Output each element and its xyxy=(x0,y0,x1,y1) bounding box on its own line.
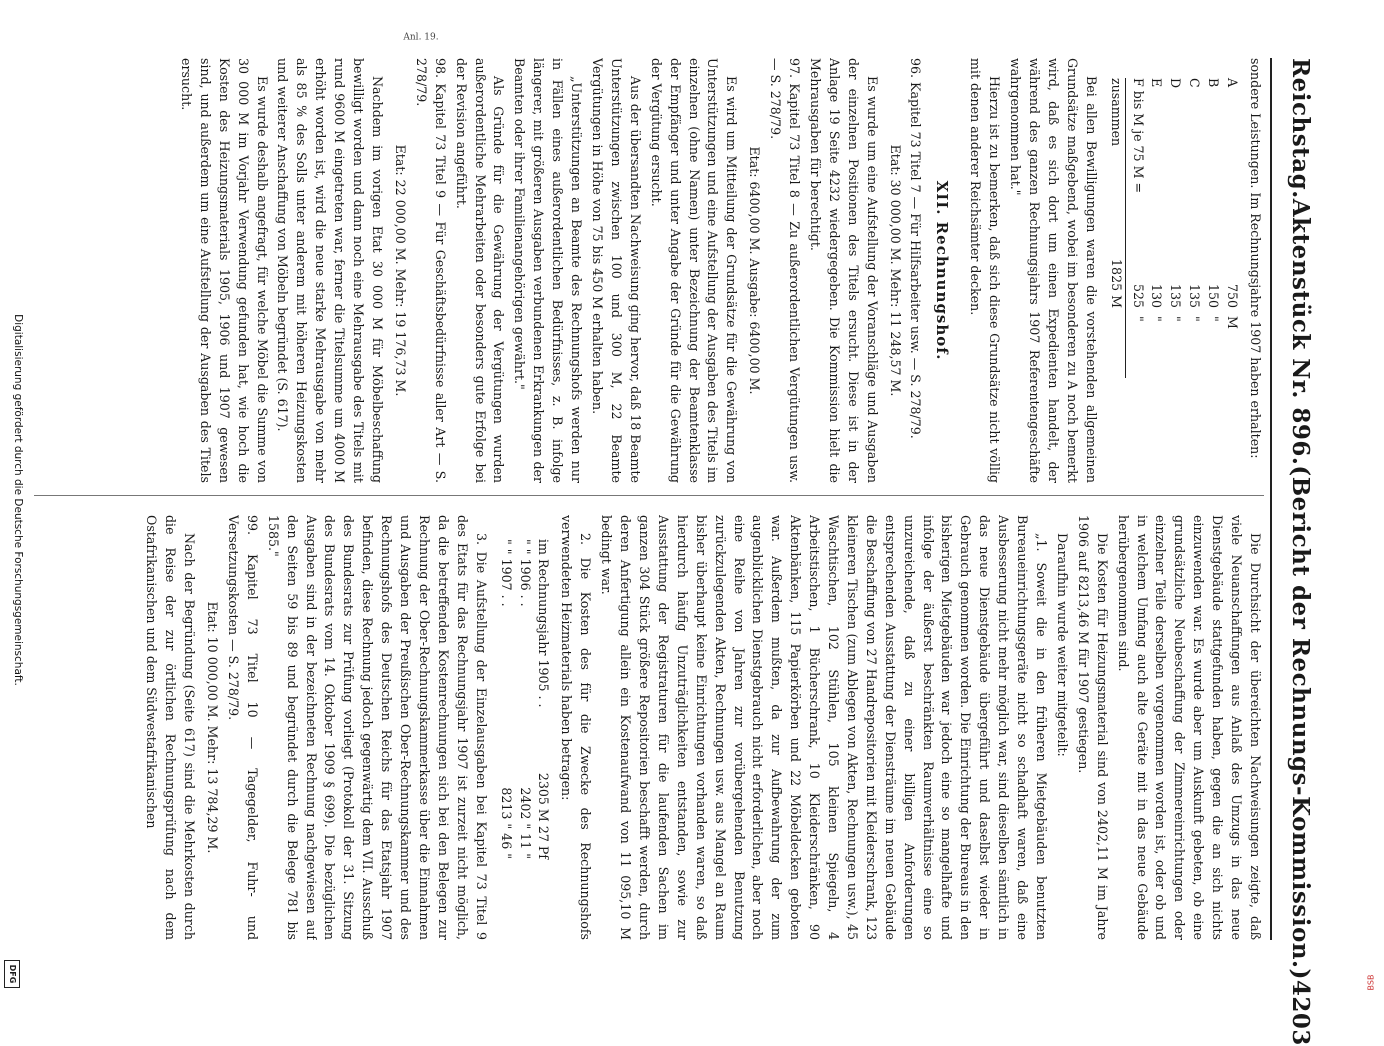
header-rule xyxy=(1270,58,1272,940)
distribution-row xyxy=(1165,78,1184,378)
distribution-row xyxy=(1147,78,1166,378)
distribution-row xyxy=(1222,78,1241,378)
group-amount: 135 xyxy=(1187,283,1203,308)
group-unit: " xyxy=(1149,316,1165,322)
group-label: D xyxy=(1168,78,1184,89)
paragraph: Die Kosten für Heizungsmaterial sind von 2402,11 M im Jahre 1906 auf 8213,46 M für 1907 gestiegen. xyxy=(1075,515,1110,940)
paragraph: Es wurde deshalb angefragt, für welche Möbel die Summe von 30 000 M im Vorjahr Verwendung gefunden hat, wie hoch die Kosten des Heizungsmaterials 1905, 1906 und 1907 gewesen sind, und außerdem um eine Aufstellung der Ausgaben des Titels ersucht. xyxy=(178,58,270,483)
sum-label: zusammen xyxy=(1108,78,1124,147)
paragraph: Bei allen Bewilligungen waren die vorstehenden allgemeinen Grundsätze maßgebend, wobei im besonderen zu A noch bemerkt wird, daß es sich dort um einen Expedienten handelt, der während des ganzen Rechnungsjahrs 1907 Referentengeschäfte wahrgenommen hat." xyxy=(1008,58,1099,483)
paragraph: Nach der Begründung (Seite 617) sind die Mehrkosten durch die Reise der zur örtlichen Rechnungsprüfung nach dem Ostafrikanischen und dem Südwestafrikanischen xyxy=(144,515,198,940)
heating-year: " " 1907 . . xyxy=(498,539,514,607)
heating-row xyxy=(534,539,553,879)
paragraph: Aus der übersandten Nachweisung ging hervor, daß 18 Beamte Unterstützungen zwischen 100 und 300 M, 22 Beamte Vergütungen in Höhe von 75 bis 450 M erhalten haben. xyxy=(590,58,643,483)
heating-year: " " 1906 . . xyxy=(517,539,533,607)
item-etat: Etat: 10 000,00 M. Mehr: 13 784,29 M. xyxy=(205,601,221,854)
heating-year: im Rechnungsjahr 1905 . . xyxy=(536,539,552,708)
heating-value: 8213 " 46 " xyxy=(498,787,514,859)
distribution-row xyxy=(1184,78,1203,378)
distribution-row xyxy=(1128,78,1147,378)
item-heading: 96. Kapitel 73 Titel 7 — Für Hilfsarbeiter usw. — S. 278/79. xyxy=(908,58,924,439)
group-amount: 130 xyxy=(1149,283,1165,308)
group-unit: " xyxy=(1168,316,1184,322)
distribution-sum-row xyxy=(1106,78,1126,378)
quoted-paragraph: „1. Soweit die in den früheren Mietgebäuden benutzten Bureaueinrichtungsgeräte nicht so schadhaft waren, daß eine Ausbesserung nicht mehr möglich war, sind dieselben sämtlich in das neue Dienstgebäude übergeführt und daselbst wieder in Gebrauch genommen worden. Die Einrichtung der Bureaus in den bisherigen Mietgebäuden war jedoch eine so mangelhafte und infolge der äußerst beschränkten Raumverhältnisse eine so unzureichende, daß zu einer billigen Anforderungen entsprechenden Ausstattung der Diensträume im neuen Gebäude die Beschaffung von 27 Handrepositorien mit Kleiderschrank, 123 kleineren Tischen (zum Ablegen von Akten, Rechnungen usw.), 45 Waschtischen, 102 Stühlen, 105 kleinen Spiegeln, 4 Arbeitstischen, 1 Bücherschrank, 10 Kleiderschränken, 90 Aktenbänken, 115 Papierkörben und 22 Möbeldecken geboten war. Außerdem mußten, da zur Aufbewahrung der zum augenblicklichen Dienstgebrauch nicht erforderlichen, aber noch eine Reihe von Jahren zur vorübergehenden Benutzung zurückzulegenden Akten, Rechnungen usw. aus Mangel an Raum bisher überhaupt keine Einrichtungen vorhanden waren, so daß hierdurch häufig Unzuträglichkeiten entstanden, sowie zur Ausstattung der Registraturen für die laufenden Sachen im ganzen 304 Stück größere Repositorien beschafft werden, durch deren Anfertigung allein ein Kostenaufwand von 11 095,10 M bedingt war. xyxy=(599,515,1050,940)
heating-value: 2402 " 11 " xyxy=(517,787,533,859)
heating-value: 2305 M 27 Pf xyxy=(536,772,552,859)
paragraph: Die Durchsicht der übereichten Nachweisungen zeigte, daß viele Neuanschaffungen aus Anlaß des Umzugs in das neue Dienstgebäude stattgefunden haben, gegen die an sich nichts einzuwenden war. Es wurde aber um Auskunft gebeten, ob eine grundsätzliche Neubeschaffung der Zimmereinrichtungen oder einzelner Teile derselben vorgenommen worden ist, oder ob und in welchem Umfang auch alte Geräte mit in das neue Gebäude herübergenommen sind. xyxy=(1115,515,1263,940)
group-amount: 525 xyxy=(1130,283,1146,308)
distribution-row xyxy=(1203,78,1222,378)
item-98 xyxy=(176,58,449,483)
dfg-logo: DFG xyxy=(4,960,20,988)
item-etat: Etat: 22 000,00 M. Mehr: 19 176,73 M. xyxy=(392,144,408,397)
page-number: 4203 xyxy=(1287,979,1314,1046)
heating-row xyxy=(496,539,515,879)
group-label: A xyxy=(1225,78,1241,88)
paragraph: Hierzu ist zu bemerken, daß sich diese Grundsätze nicht völlig mit denen anderer Reichsämter decken. xyxy=(968,58,1003,483)
group-amount: 150 xyxy=(1206,283,1222,308)
item-97 xyxy=(451,58,803,483)
section-title: XII. Rechnungshof. xyxy=(933,180,952,361)
paragraph: Es wird um Mitteilung der Grundsätze für die Gewährung von Unterstützungen und eine Aufstellung der Ausgaben des Titels im einzelnen (ohne Namen) unter Bezeichnung der Beamtenklasse der Empfänger und unter Angabe der Gründe für die Gewährung der Vergütung ersucht. xyxy=(648,58,740,483)
header-report-title: (Bericht der Rechnungs-Kommission.) xyxy=(1287,465,1314,980)
library-mark: BSB xyxy=(1366,974,1376,991)
item-etat: Etat: 6400,00 M. Ausgabe: 6400,00 M. xyxy=(747,146,763,395)
item-heading: 99. Kapitel 73 Titel 10 — Tagegelder, Fuhr- und Versetzungskosten — S. 278/79. xyxy=(225,515,260,940)
group-unit: " xyxy=(1130,316,1146,322)
header-document-number: Aktenstück Nr. 896. xyxy=(1287,198,1314,466)
paragraph: Daraufhin wurde weiter mitgeteilt: xyxy=(1054,533,1070,757)
group-label: C xyxy=(1187,78,1203,88)
item-heading: 97. Kapitel 73 Titel 8 — Zu außerordentlichen Vergütungen usw. — S. 278/79. xyxy=(768,58,803,483)
paragraph: Nachdem im vorigen Etat 30 000 M für Möbelbeschaffung bewilligt worden und dann noch eine Mehrausgabe des Titels mit rund 9600 M eingetreten war, ferner die Titelsumme um 4000 M erhöht worden ist, wird die neue starke Mehrausgabe von mehr als 85 % des Solls unter anderem mit höheren Heizungskosten und weiterer Anschaffung von Möbeln begründet (S. 617). xyxy=(275,58,386,483)
page-header xyxy=(1274,58,1314,1046)
right-column xyxy=(29,515,1264,940)
group-unit: " xyxy=(1187,316,1203,322)
heating-cost-table xyxy=(496,539,553,940)
paragraph: Als Gründe für die Gewährung der Vergütungen wurden außerordentliche Mehrarbeiten oder besonders gute Erfolge bei der Revision angeführt. xyxy=(453,58,507,483)
quoted-paragraph: „Unterstützungen an Beamte des Rechnungshofs werden nur in Fällen eines außerordentlichen Bedürfnisses, z. B. infolge längerer, mit größeren Ausgaben verbundenen Erkrankungen der Beamten oder ihrer Familienangehörigen gewährt." xyxy=(512,58,585,483)
sum-value: 1825 M xyxy=(1108,259,1124,308)
paragraph: Es wurde um eine Aufstellung der Voranschläge und Ausgaben der einzelnen Positionen des Titels ersucht. Diese ist in der Anlage 19 Seite 4232 wiedergegeben. Die Kommission hielt die Mehrausgaben für berechtigt. xyxy=(807,58,880,483)
heating-row xyxy=(515,539,534,879)
group-amount: 750 xyxy=(1225,283,1241,308)
group-unit: M xyxy=(1225,316,1241,329)
group-label: B xyxy=(1206,78,1222,88)
margin-note: Anl. 19. xyxy=(403,32,439,43)
column-divider xyxy=(34,495,1264,496)
group-label: E xyxy=(1149,78,1165,88)
item-etat: Etat: 30 000,00 M. Mehr: 11 248,57 M. xyxy=(887,144,903,397)
group-label: F bis M je 75 M = xyxy=(1130,78,1146,194)
intro-text: sondere Leistungen. Im Rechnungsjahre 1907 haben erhalten: xyxy=(1248,58,1263,459)
group-amount: 135 xyxy=(1168,283,1184,308)
paragraph: 2. Die Kosten des für die Zwecke des Rechnungshofs verwendeten Heizmaterials haben betragen: xyxy=(559,515,594,940)
header-left: Reichstag. xyxy=(1287,58,1314,199)
digitization-note: Digitalisierung gefördert durch die Deutsche Forschungsgemeinschaft. xyxy=(12,314,24,686)
group-unit: " xyxy=(1206,316,1222,322)
left-column xyxy=(29,58,1264,483)
item-96 xyxy=(805,58,924,483)
distribution-table xyxy=(1106,78,1241,483)
paragraph: 3. Die Aufstellung der Einzelausgaben bei Kapitel 73 Titel 9 des Etats für das Rechnungsjahr 1907 ist zurzeit nicht möglich, da die betreffenden Kostenrechnungen sich bei den Belegen zur Rechnung der Ober-Rechnungskammerkasse über die Einnahmen und Ausgaben der Preußischen Ober-Rechnungskammer und des Rechnungshofs des Deutschen Reichs für das Etatsjahr 1907 befinden, diese Rechnung jedoch gegenwärtig dem VII. Ausschuß des Bundesrats zur Prüfung vorliegt (Protokoll der 31. Sitzung des Bundesrats vom 14. Oktober 1909 § 699). Die bezüglichen Ausgaben sind in der bezeichneten Rechnung nachgewiesen auf den Seiten 59 bis 89 und begründet durch die Belege 781 bis 1585." xyxy=(265,515,489,940)
item-heading: 98. Kapitel 73 Titel 9 — Für Geschäftsbedürfnisse aller Art — S. 278/79. xyxy=(413,58,448,483)
item-99 xyxy=(141,515,260,940)
